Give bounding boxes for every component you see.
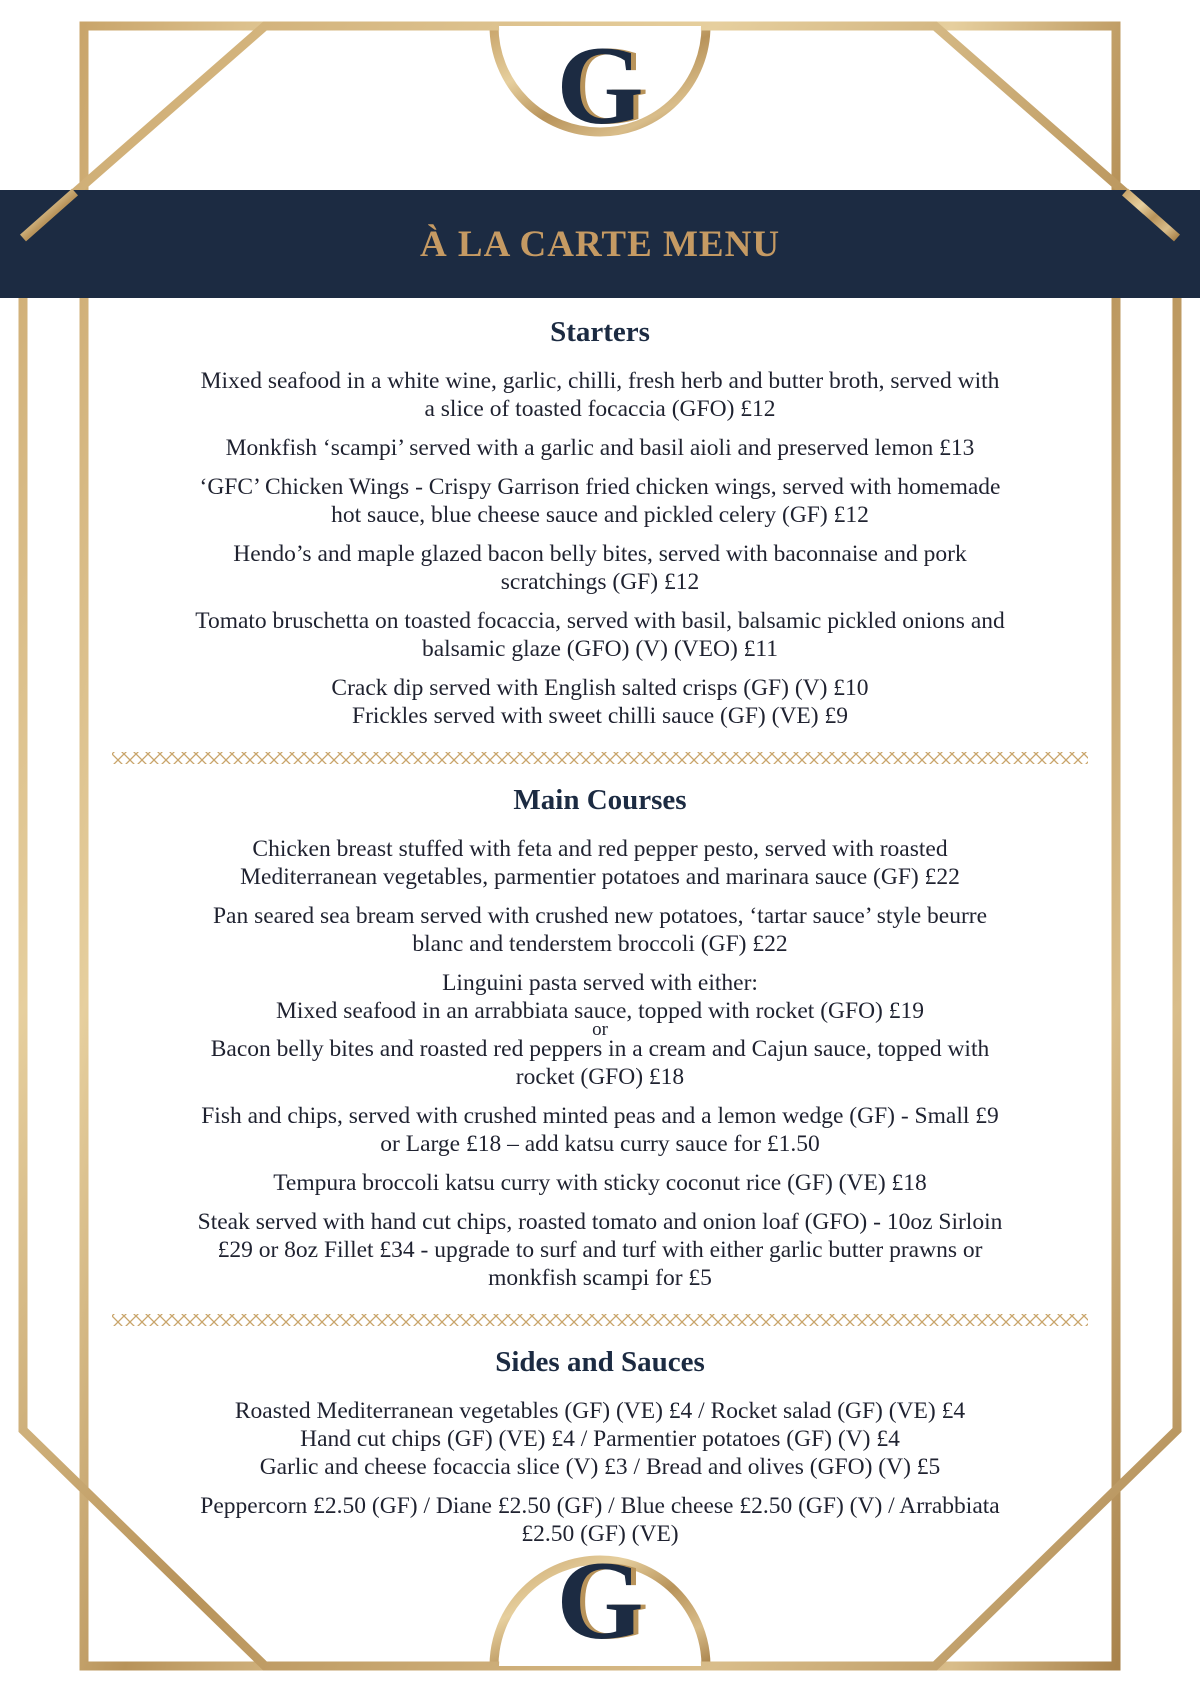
item-line: Monkfish ‘scampi’ served with a garlic and basil aioli and preserved lemon £13 [225,435,975,461]
item-line: balsamic glaze (GFO) (V) (VEO) £11 [421,636,779,662]
item-line: Steak served with hand cut chips, roasted tomato and onion loaf (GFO) - 10oz Sirloin [197,1209,1003,1235]
or-separator: or [592,1019,608,1040]
menu-title: À LA CARTE MENU [419,223,781,265]
menu-item [112,1102,1088,1158]
menu-item [112,540,1088,596]
item-line: Frickles served with sweet chilli sauce (GF) (VE) £9 [352,703,848,729]
item-line: Chicken breast stuffed with feta and red pepper pesto, served with roasted [252,836,948,862]
item-line: scratchings (GF) £12 [500,569,700,595]
item-line: Pan seared sea bream served with crushed new potatoes, ‘tartar sauce’ style beurre [212,903,988,929]
menu-item [112,607,1088,663]
menu-content [112,308,1088,1559]
menu-banner [0,190,1200,298]
menu-item [112,473,1088,529]
item-line: ‘GFC’ Chicken Wings - Crispy Garrison fried chicken wings, served with homemade [199,474,1001,500]
menu-item [112,1169,1088,1197]
menu-item [112,1492,1088,1548]
menu-item [112,1208,1088,1292]
item-line: Hendo’s and maple glazed bacon belly bites, served with baconnaise and pork [233,541,967,567]
item-line: Hand cut chips (GF) (VE) £4 / Parmentier potatoes (GF) (V) £4 [300,1426,900,1452]
menu-item [112,835,1088,891]
item-line: Linguini pasta served with either: [442,970,758,996]
item-line: Bacon belly bites and roasted red peppers in a cream and Cajun sauce, topped with [210,1036,990,1062]
item-line: hot sauce, blue cheese sauce and pickled celery (GF) £12 [331,502,869,528]
menu-item [112,902,1088,958]
item-line: or Large £18 – add katsu curry sauce for £1.50 [380,1131,820,1157]
section-divider [112,748,1088,768]
menu-item [112,1397,1088,1481]
item-line: Roasted Mediterranean vegetables (GF) (VE) £4 / Rocket salad (GF) (VE) £4 [234,1398,966,1424]
section-title-mains: Main Courses [513,784,687,816]
item-line: Garlic and cheese focaccia slice (V) £3 / Bread and olives (GFO) (V) £5 [259,1454,941,1480]
menu-item [112,1035,1088,1091]
section-title-starters: Starters [550,316,650,348]
logo-bottom: G [556,1539,644,1663]
item-line: Mixed seafood in a white wine, garlic, chilli, fresh herb and butter broth, served with [200,368,1000,394]
logo-top: G [556,24,644,148]
section-divider [112,1310,1088,1330]
menu-item [112,367,1088,423]
item-line: blanc and tenderstem broccoli (GF) £22 [412,931,788,957]
item-line: Mixed seafood in an arrabbiata sauce, topped with rocket (GFO) £19 [275,998,924,1024]
item-line: £29 or 8oz Fillet £34 - upgrade to surf and turf with either garlic butter prawns or [217,1237,983,1263]
item-line: rocket (GFO) £18 [515,1064,685,1090]
item-line: £2.50 (GF) (VE) [521,1521,679,1547]
item-line: a slice of toasted focaccia (GFO) £12 [424,396,776,422]
item-line: Tomato bruschetta on toasted focaccia, served with basil, balsamic pickled onions and [195,608,1005,634]
item-line: Tempura broccoli katsu curry with sticky coconut rice (GF) (VE) £18 [273,1170,927,1196]
menu-item [112,434,1088,462]
item-line: monkfish scampi for £5 [488,1265,712,1291]
menu-item [112,969,1088,1025]
section-title-sides: Sides and Sauces [495,1346,705,1378]
item-line: Peppercorn £2.50 (GF) / Diane £2.50 (GF) / Blue cheese £2.50 (GF) (V) / Arrabbiata [200,1493,1000,1519]
item-line: Mediterranean vegetables, parmentier potatoes and marinara sauce (GF) £22 [240,864,960,890]
menu-item [112,674,1088,730]
item-line: Fish and chips, served with crushed minted peas and a lemon wedge (GF) - Small £9 [201,1103,999,1129]
item-line: Crack dip served with English salted crisps (GF) (V) £10 [331,675,869,701]
